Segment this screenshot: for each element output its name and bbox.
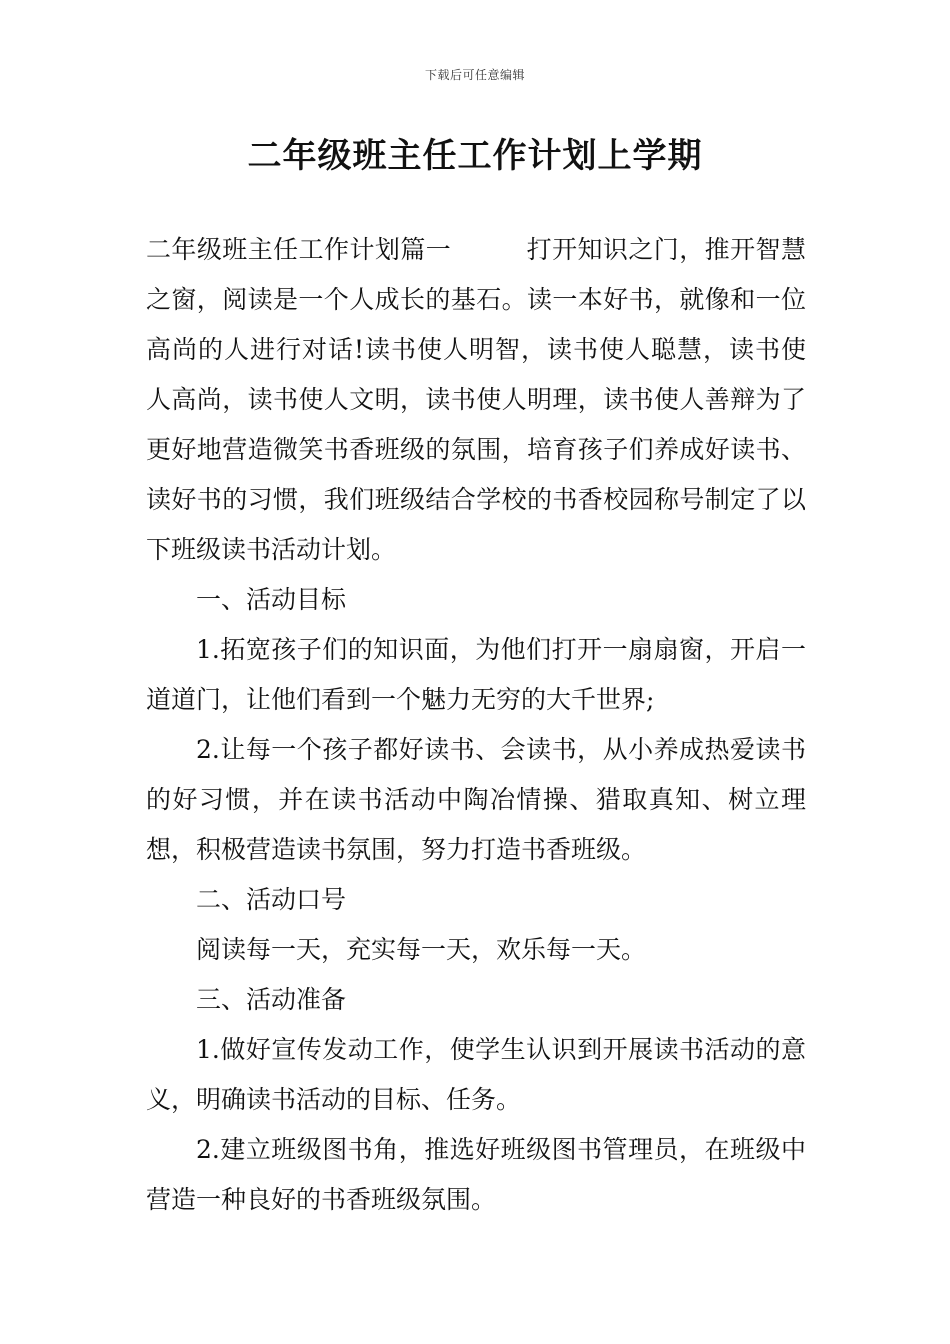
preparation-item-1: 1.做好宣传发动工作，使学生认识到开展读书活动的意义，明确读书活动的目标、任务。	[146, 1035, 806, 1114]
goal-item-1: 1.拓宽孩子们的知识面，为他们打开一扇扇窗，开启一道道门，让他们看到一个魅力无穷的大千世界;	[146, 635, 806, 714]
intro-text: 打开知识之门，推开智慧之窗，阅读是一个人成长的基石。读一本好书，就像和一位高尚的人进行对话!读书使人明智，读书使人聪慧，读书使人高尚，读书使人文明，读书使人明理，读书使人善辩为了更好地营造微笑书香班级的氛围，培育孩子们养成好读书、读好书的习惯，我们班级结合学校的书香校园称号制定了以下班级读书活动计划。	[146, 235, 806, 564]
document-body	[146, 225, 806, 1225]
slogan-text: 阅读每一天，充实每一天，欢乐每一天。	[196, 935, 647, 964]
section-heading-preparation: 三、活动准备	[196, 985, 347, 1014]
intro-label: 二年级班主任工作计划篇一	[146, 235, 452, 264]
goal-item-2: 2.让每一个孩子都好读书、会读书，从小养成热爱读书的好习惯，并在读书活动中陶冶情操、猎取真知、树立理想，积极营造读书氛围，努力打造书香班级。	[146, 735, 806, 864]
header-note: 下载后可任意编辑	[424, 68, 525, 82]
intro-paragraph	[146, 225, 806, 575]
section-heading-slogan: 二、活动口号	[196, 885, 347, 914]
document-title: 二年级班主任工作计划上学期	[247, 136, 703, 176]
preparation-item-2: 2.建立班级图书角，推选好班级图书管理员，在班级中营造一种良好的书香班级氛围。	[146, 1135, 806, 1214]
section-heading-goals: 一、活动目标	[196, 585, 347, 614]
